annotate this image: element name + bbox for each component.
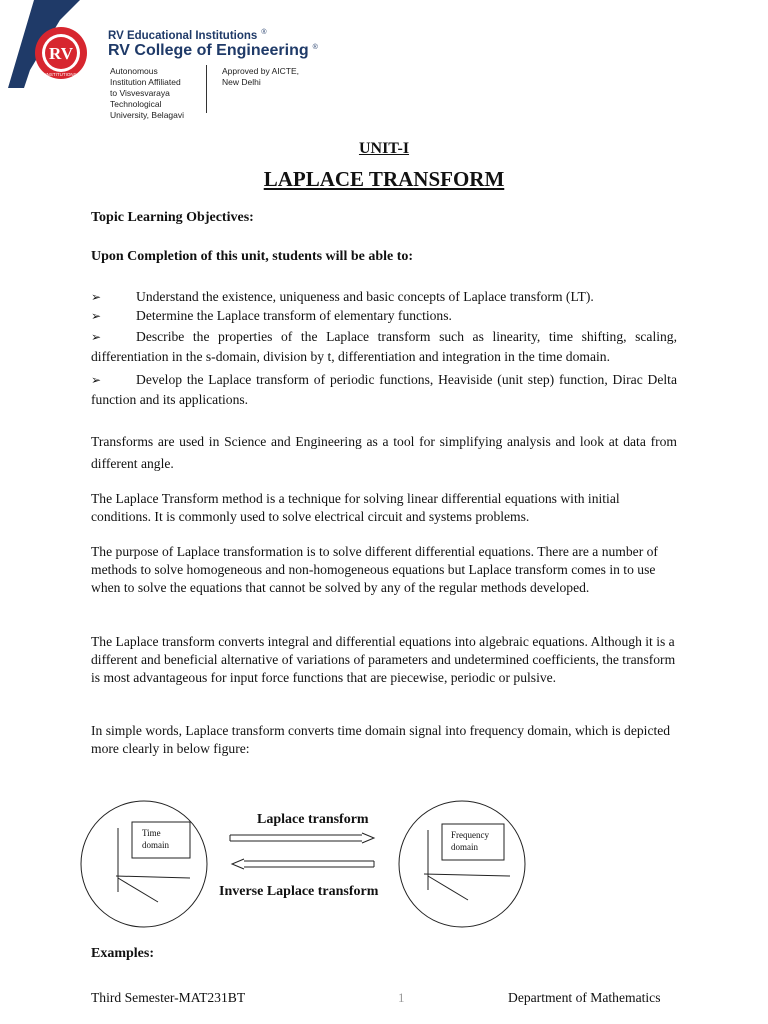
laplace-transform-label: Laplace transform <box>257 812 369 827</box>
examples-heading: Examples: <box>91 946 154 961</box>
arrow-bullet-icon: ➢ <box>91 330 102 344</box>
laplace-diagram <box>78 800 678 930</box>
objectives-heading: Topic Learning Objectives: <box>91 210 254 225</box>
frequency-axis-x <box>424 874 510 876</box>
registered-mark: ® <box>261 29 267 36</box>
objective-text: Understand the existence, uniqueness and basic concepts of Laplace transform (LT). <box>136 289 594 304</box>
frequency-domain-circle <box>399 801 525 927</box>
seal-ring-text: INSTITUTIONS <box>45 72 77 77</box>
objective-item <box>91 287 677 307</box>
footer-department: Department of Mathematics <box>508 990 661 1005</box>
frequency-domain-label: Frequency domain <box>451 830 489 852</box>
arrow-bullet-icon: ➢ <box>91 290 102 304</box>
time-axis-x <box>116 876 190 878</box>
unit-label: UNIT-I <box>358 140 410 157</box>
header-divider <box>206 65 207 113</box>
time-domain-circle <box>81 801 207 927</box>
footer-course: Third Semester-MAT231BT <box>91 990 246 1005</box>
objective-text: Describe the properties of the Laplace transform such as linearity, time shifting, scaling, differentiation in the s-domain, division by t, differentiation and integration in the time domain. <box>91 329 677 364</box>
objective-item <box>91 327 677 367</box>
approval-text: Approved by AICTE, New Delhi <box>222 66 300 87</box>
paragraph: In simple words, Laplace transform converts time domain signal into frequency domain, which is depicted more clearly in below figure: <box>91 723 671 756</box>
objective-item <box>91 306 677 326</box>
arrow-bullet-icon: ➢ <box>91 309 102 323</box>
frequency-signal-line <box>428 876 468 900</box>
paragraph: The Laplace transform converts integral and differential equations into algebraic equations. Although it is a different and beneficial alternative of variations of parameters and undetermined coefficients, the transform is most advantageous for input force functions that are piecewise, periodic or pulsive. <box>91 634 676 685</box>
objective-text: Develop the Laplace transform of periodic functions, Heaviside (unit step) function, Dirac Delta function and its applications. <box>91 372 677 407</box>
objective-item <box>91 370 677 410</box>
inverse-arrow <box>232 859 374 869</box>
paragraph: Transforms are used in Science and Engineering as a tool for simplifying analysis and look at data from different angle. <box>91 434 677 471</box>
objective-text: Determine the Laplace transform of elementary functions. <box>136 308 452 323</box>
time-signal-line <box>118 878 158 902</box>
page-number: 1 <box>398 990 405 1005</box>
affiliation-text: Autonomous Institution Affiliated to Visvesvaraya Technological University, Belagavi <box>110 66 185 120</box>
logo-text: RV <box>49 44 73 63</box>
college-name: RV College of Engineering ® <box>108 42 318 59</box>
page-title: LAPLACE TRANSFORM <box>263 167 505 191</box>
college-seal-logo <box>34 26 88 80</box>
time-domain-label: Time domain <box>142 828 169 850</box>
completion-heading: Upon Completion of this unit, students will be able to: <box>91 249 414 264</box>
paragraph: The purpose of Laplace transformation is to solve different differential equations. There are a number of methods to solve homogeneous and non-homogeneous equations but Laplace transform comes in to use when to solve the equations that cannot be solved by any of the regular methods developed. <box>91 544 658 595</box>
arrow-bullet-icon: ➢ <box>91 373 102 387</box>
institution-group: RV Educational Institutions ® <box>108 29 267 42</box>
inverse-laplace-label: Inverse Laplace transform <box>219 884 379 899</box>
paragraph: The Laplace Transform method is a technique for solving linear differential equations with initial conditions. It is commonly used to solve electrical circuit and systems problems. <box>91 491 620 524</box>
forward-arrow <box>230 833 374 843</box>
registered-mark: ® <box>312 43 318 51</box>
